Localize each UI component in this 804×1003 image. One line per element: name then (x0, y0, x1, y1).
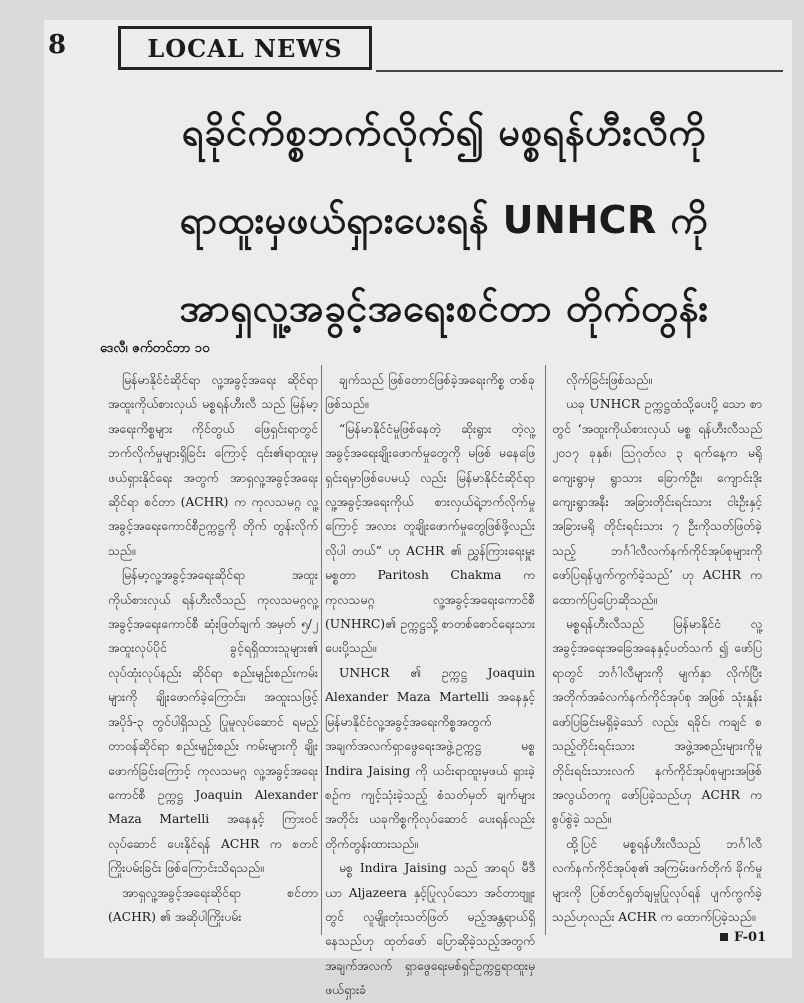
column-divider (545, 365, 546, 935)
paragraph: UNHCR ၏ ဥက္ကဋ္ဌ Joaquin Alexander Maza Martelli အနေနှင့် မြန်မာနိုင်ငံလူ့အခွင့်အရေးကိစ္စအတွက် အချက်အလက်ရှာဖွေရေးအဖွဲ့ဥက္ကဋ္ဌ မစ္စ Indira Jaising ကို ယင်းရာထူးမှဖယ် ရှားခဲ့စဉ်က ကျင့်သုံးခဲ့သည့် စံသတ်မှတ် ချက်များအတိုင်း ယခုကိစ္စကိုလုပ်ဆောင် ပေးရန်လည်း တိုက်တွန်းထားသည်။ (325, 665, 535, 851)
headline-line-3: အာရှလူ့အခွင့်အရေးစင်တာ တိုက်တွန်း (179, 286, 709, 330)
dateline: ဒေလီ၊ ဇက်တင်ဘာ ၁၀ (100, 341, 210, 356)
page-header (48, 26, 783, 76)
square-bullet-icon (720, 933, 728, 941)
paragraph: မြန်မာ့လူ့အခွင့်အရေးဆိုင်ရာ အထူးကိုယ်စားလှယ် ရန်ဟီးလီသည် ကုလသမဂ္ဂလူ့အခွင့်အရေးကောင်စီ ဆုံးဖြတ်ချက် အမှတ် ၅/၂ အထူးလုပ်ပိုင် ခွင့်ရရှိထားသူများ၏ လုပ်ထုံးလုပ်နည်း ဆိုင်ရာ စည်းမျဉ်းစည်းကမ်းများကို ချိုးဖောက်ခဲ့ကြောင်း၊ အထူးသဖြင့် အပိုဒ်-၃ တွင်ပါရှိသည့် ပြုမူလုပ်ဆောင် ရမည့်တာဝန်ဆိုင်ရာ စည်းမျဉ်းစည်း ကမ်းများကို ချိုးဖောက်ခြင်းကြောင့် ကုလသမဂ္ဂ လူ့အခွင့်အရေးကောင်စီ ဥက္ကဋ္ဌ Joaquin Alexander Maza Martelli အနေနှင့် ကြားဝင်လုပ်ဆောင် ပေးနိုင်ရန် ACHR က စတင်ကြိုးပမ်းခြင်း ဖြစ်ကြောင်းသိရသည်။ (108, 568, 318, 876)
paragraph: မစ္စ Indira Jaising သည် အာရပ် မီဒီယာ Aljazeera နှင့်ပြုလုပ်သော အင်တာဗျူးတွင် လူမျိုးတုံးသတ်ဖြတ် မည့်အန္တရာယ်ရှိနေသည်ဟု ထုတ်ဖော် ပြောဆိုခဲ့သည့်အတွက် အချက်အလက် ရှာဖွေရေးမစ်ရှင်ဥက္ကဋ္ဌရာထူးမှ ဖယ်ရှားခံ (325, 861, 535, 998)
paragraph: အာရှလူ့အခွင့်အရေးဆိုင်ရာ စင်တာ (ACHR) ၏ အဆိုပါကြိုးပမ်း (108, 885, 318, 924)
article-column-3 (552, 368, 762, 938)
paragraph: ယခု UNHCR ဥက္ကဋ္ဌထံသို့ပေးပို့ သော စာတွင် ‘အထူးကိုယ်စားလှယ် မစ္စ ရန်ဟီးလီသည် ၂၀၁၇ ခုနှစ်၊ ဩဂုတ်လ ၃ ရက်နေ့က မရိုကျေးရွာမှ ရွာသား ခြောက်ဦး၊ ကျောင်းဒိုးကျေးရွာအနီး အခြားတိုင်းရင်းသား ငါးဦးနှင့် အခြားမရို တိုင်းရင်းသား ၇ ဦးကိုသတ်ဖြတ်ခဲ့သည့် ဘင်္ဂါလီလက်နက်ကိုင်အုပ်စုများကို ဖော်ပြရန်ပျက်ကွက်ခဲ့သည်’ ဟု ACHR က ထောက်ပြပြောဆိုသည်။ (552, 397, 762, 607)
headline-line-1: ရခိုင်ကိစ္စဘက်လိုက်၍ မစ္စရန်ဟီးလီကို (181, 110, 707, 154)
article-code-label: F-01 (734, 930, 767, 945)
article-column-1 (108, 368, 318, 938)
paragraph: မစ္စရန်ဟီးလီသည် မြန်မာနိုင်ငံ လူ့အခွင့်အရေးအခြေအနေနှင့်ပတ်သက် ၍ ဖော်ပြရာတွင် ဘင်္ဂါလီများကို မျက်နှာ လိုက်ပြီး အတိုက်အခံလက်နက်ကိုင်အုပ်စု အဖြစ် သုံးနှုန်းဖော်ပြခြင်းမရှိခဲ့သော် လည်း ရခိုင်၊ ကချင် စသည့်တိုင်းရင်းသား အဖွဲ့အစည်းများကိုမူ တိုင်းရင်းသားလက် နက်ကိုင်အုပ်စုများအဖြစ် အလွယ်တကူ ဖော်ပြခဲ့သည်ဟု ACHR က စွပ်စွဲခဲ့ သည်။ (552, 617, 762, 827)
paragraph: ချက်သည် ဖြစ်တောင်ဖြစ်ခဲ့အရေးကိစ္စ တစ်ခုဖြစ်သည်။ (325, 373, 535, 412)
article-code (720, 930, 766, 945)
paragraph: လိုက်ခြင်းဖြစ်သည်။ (566, 373, 652, 387)
paragraph: ထို့ပြင် မစ္စရန်ဟီးလီသည် ဘင်္ဂါလီ လက်နက်ကိုင်အုပ်စု၏ အကြမ်းဖက်တိုက် ခိုက်မှုများကို ပြစ်တင်ရှုတ်ချမှုပြုလုပ်ရန် ပျက်ကွက်ခဲ့သည်ဟုလည်း ACHR က ထောက်ပြခဲ့သည်။ (552, 836, 762, 924)
header-divider (376, 70, 783, 72)
article-column-2 (325, 368, 535, 998)
column-divider (321, 365, 322, 935)
paragraph: “မြန်မာနိုင်ငံမှုဖြစ်နေတဲ့ ဆိုးရွား တဲ့လူ့အခွင့်အရေးချိုးဖောက်မှုတွေကို မဖြစ် မနေဖြေရှင်းရမှာဖြစ်ပေမယ့် လည်း မြန်မာနိုင်ငံဆိုင်ရာ လူ့အခွင့်အရေးကိုယ် စားလှယ်ရဲ့ဘက်လိုက်မှုကြောင့် အလား တူချိုးဖောက်မှုတွေဖြစ်ဖို့လည်း လိုပါ တယ်” ဟု ACHR ၏ ညွှန်ကြားရေးမှူး မစ္စတာ Paritosh Chakma က ကုလသမဂ္ဂ လူ့အခွင့်အရေးကောင်စီ (UNHRC)၏ ဥက္ကဋ္ဌသို့ စာတစ်စောင်ရေးသားပေးပို့သည်။ (325, 421, 535, 656)
section-title: LOCAL NEWS (118, 26, 372, 70)
paragraph: မြန်မာနိုင်ငံဆိုင်ရာ လူ့အခွင့်အရေး ဆိုင်ရာအထူးကိုယ်စားလှယ် မစ္စရန်ဟီးလီ သည် မြန်မာ့အရေးကိစ္စများ ကိုင်တွယ် ဖြေရှင်းရာတွင် ဘက်လိုက်မှုများရှိခြင်း ကြောင့် ၎င်း၏ရာထူးမှဖယ်ရှားနိုင်ရေး အတွက် အာရှလူ့အခွင့်အရေး ဆိုင်ရာ စင်တာ (ACHR) က ကုလသမဂ္ဂ လူ့အခွင့်အရေးကောင်စီဥက္ကဋ္ဌကို တိုက် တွန်းလိုက်သည်။ (108, 373, 318, 558)
headline-line-2: ရာထူးမှဖယ်ရှားပေးရန် UNHCR ကို (179, 198, 709, 242)
page-number: 8 (48, 30, 67, 60)
